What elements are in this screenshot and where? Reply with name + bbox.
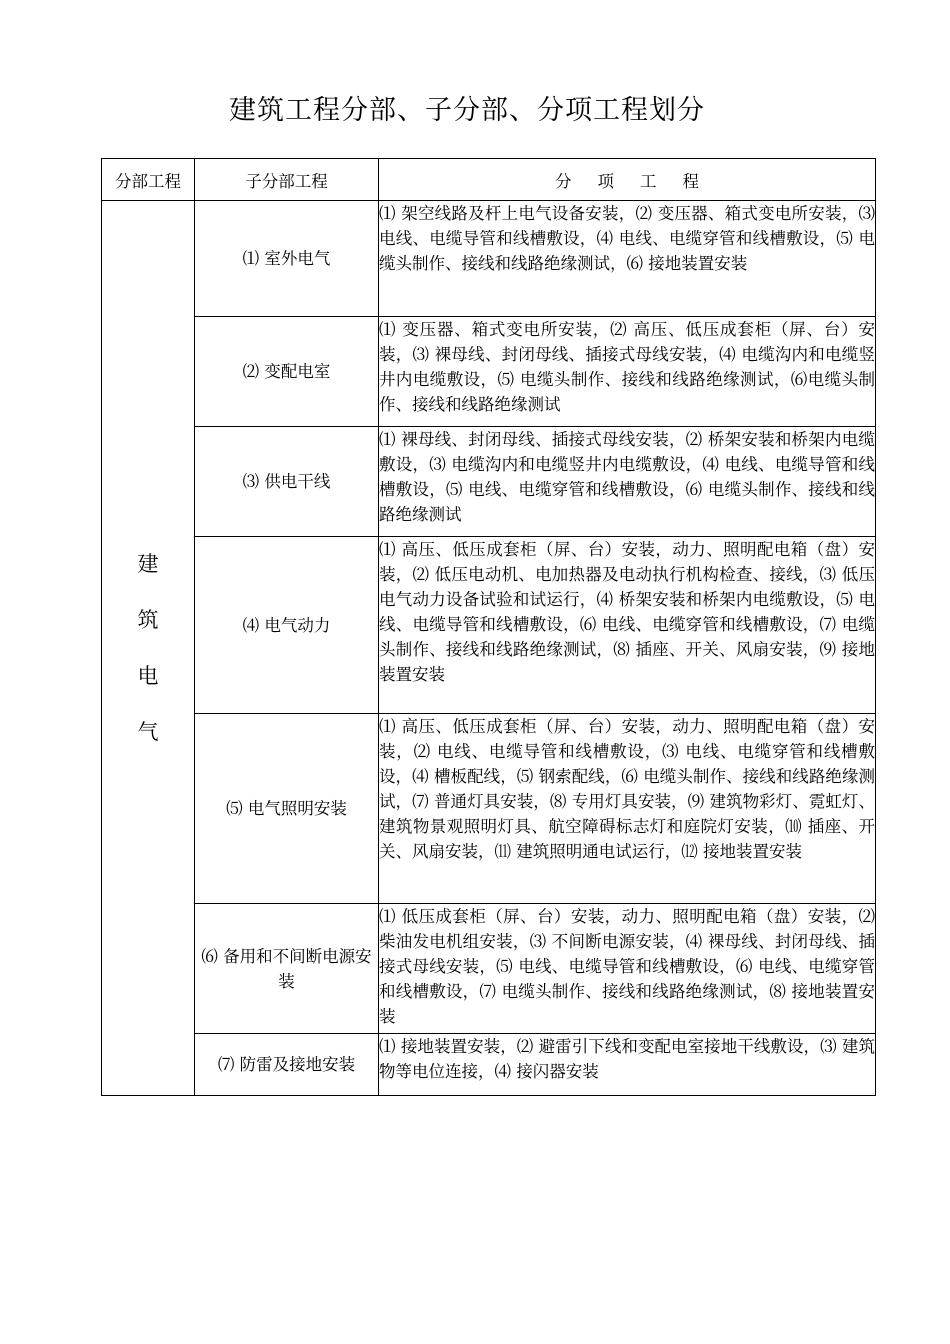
items-list: ⑴ 变压器、箱式变电所安装，⑵ 高压、低压成套柜（屏、台）安装，⑶ 裸母线、封闭母线、插接式母线安装，⑷ 电缆沟内和电缆竖井内电缆敷设，⑸ 电缆头制作、接线和线路绝缘测试，⑹电缆头制作、接线和线路绝缘测试 [379,317,876,427]
subdivision-name: ⑵ 变配电室 [195,317,379,427]
subdivision-name: ⑷ 电气动力 [195,537,379,714]
items-list: ⑴ 高压、低压成套柜（屏、台）安装，动力、照明配电箱（盘）安装，⑵ 电线、电缆导管和线槽敷设，⑶ 电线、电缆穿管和线槽敷设，⑷ 槽板配线，⑸ 钢索配线，⑹ 电缆头制作、接线和线路绝缘测试，⑺ 普通灯具安装，⑻ 专用灯具安装，⑼ 建筑物彩灯、霓虹灯、建筑物景观照明灯具、航空障碍标志灯和庭院灯安装，⑽ 插座、开关、风扇安装，⑾ 建筑照明通电试运行，⑿ 接地装置安装 [379,714,876,904]
division-table [101,158,876,1096]
subdivision-name: ⑸ 电气照明安装 [195,714,379,904]
subdivision-name: ⑺ 防雷及接地安装 [195,1034,379,1096]
header-items: 分项工程 [379,159,876,201]
subdivision-name: ⑹ 备用和不间断电源安装 [195,904,379,1034]
table-row [102,1034,876,1096]
items-list: ⑴ 裸母线、封闭母线、插接式母线安装，⑵ 桥架安装和桥架内电缆敷设，⑶ 电缆沟内和电缆竖井内电缆敷设，⑷ 电线、电缆导管和线槽敷设，⑸ 电线、电缆穿管和线槽敷设，⑹ 电缆头制作、接线和线路绝缘测试 [379,427,876,537]
table-row [102,201,876,317]
division-name-cell [102,201,195,1096]
table-row [102,904,876,1034]
document-title: 建筑工程分部、子分部、分项工程划分 [229,95,705,126]
subdivision-name: ⑴ 室外电气 [195,201,379,317]
table-row [102,537,876,714]
header-division: 分部工程 [102,159,195,201]
items-list: ⑴ 接地装置安装，⑵ 避雷引下线和变配电室接地干线敷设，⑶ 建筑物等电位连接，⑷ 接闪器安装 [379,1034,876,1096]
table-row [102,427,876,537]
table-row [102,714,876,904]
header-subdivision: 子分部工程 [195,159,379,201]
items-list: ⑴ 高压、低压成套柜（屏、台）安装，动力、照明配电箱（盘）安装，⑵ 低压电动机、电加热器及电动执行机构检查、接线，⑶ 低压电气动力设备试验和试运行，⑷ 桥架安装和桥架内电缆敷设，⑸ 电线、电缆导管和线槽敷设，⑹ 电线、电缆穿管和线槽敷设，⑺ 电缆头制作、接线和线路绝缘测试，⑻ 插座、开关、风扇安装，⑼ 接地装置安装 [379,537,876,714]
items-list: ⑴ 低压成套柜（屏、台）安装，动力、照明配电箱（盘）安装，⑵ 柴油发电机组安装，⑶ 不间断电源安装，⑷ 裸母线、封闭母线、插接式母线安装，⑸ 电线、电缆导管和线槽敷设，⑹ 电线、电缆穿管和线槽敷设，⑺ 电缆头制作、接线和线路绝缘测试，⑻ 接地装置安装 [379,904,876,1034]
division-name: 建筑电气 [137,552,159,744]
items-list: ⑴ 架空线路及杆上电气设备安装，⑵ 变压器、箱式变电所安装，⑶ 电线、电缆导管和线槽敷设，⑷ 电线、电缆穿管和线槽敷设，⑸ 电缆头制作、接线和线路绝缘测试，⑹ 接地装置安装 [379,201,876,317]
subdivision-name: ⑶ 供电干线 [195,427,379,537]
table-row [102,317,876,427]
table-header-row [102,159,876,201]
